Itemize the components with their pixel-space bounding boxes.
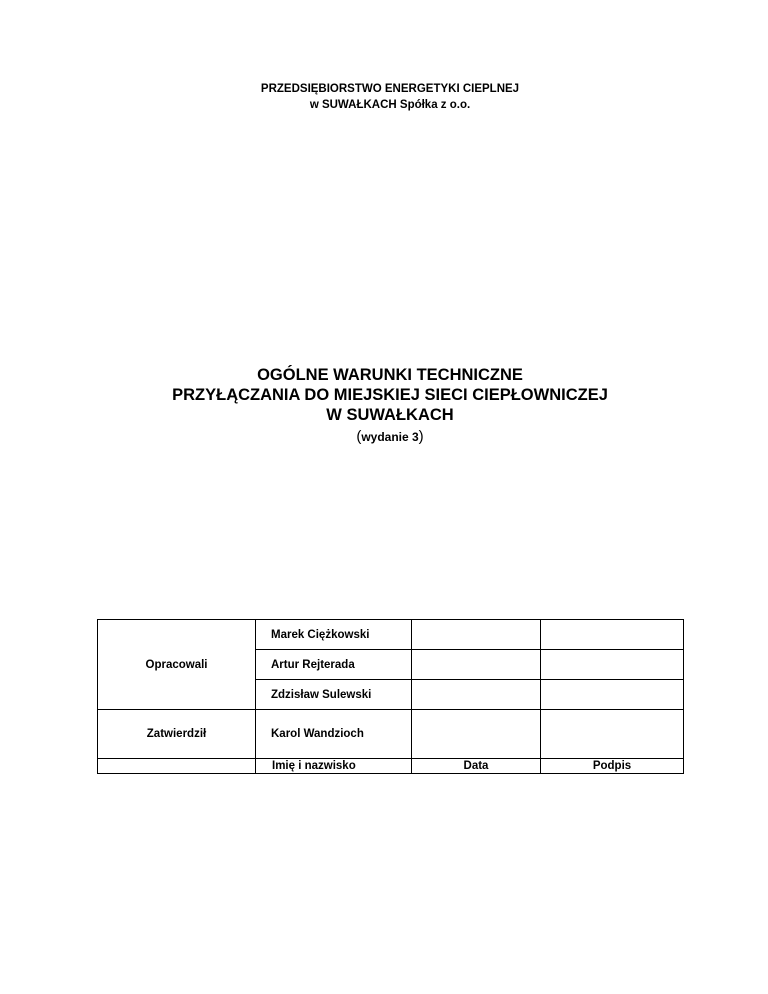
edition-text: wydanie 3 — [361, 430, 419, 444]
preparer-name-1: Marek Ciężkowski — [256, 620, 412, 650]
date-cell — [412, 710, 541, 759]
company-location: w SUWAŁKACH Spółka z o.o. — [309, 99, 471, 111]
signature-cell — [541, 680, 684, 710]
title-line-2: PRZYŁĄCZANIA DO MIEJSKIEJ SIECI CIEPŁOWNICZEJ — [172, 386, 608, 404]
approval-table — [97, 619, 684, 774]
table-row — [98, 710, 684, 759]
date-cell — [412, 620, 541, 650]
company-name: PRZEDSIĘBIORSTWO ENERGETYKI CIEPLNEJ — [260, 83, 520, 95]
date-cell — [412, 680, 541, 710]
column-name-header: Imię i nazwisko — [256, 759, 412, 774]
column-date-header: Data — [412, 759, 541, 774]
signature-cell — [541, 710, 684, 759]
date-cell — [412, 650, 541, 680]
edition-label: (wydanie 3) — [356, 428, 424, 445]
table-row — [98, 620, 684, 650]
company-header — [0, 81, 768, 113]
title-line-3: W SUWAŁKACH — [326, 406, 454, 424]
prepared-by-label: Opracowali — [98, 620, 256, 710]
column-signature-header: Podpis — [541, 759, 684, 774]
table-footer-row — [98, 759, 684, 774]
document-title — [0, 365, 768, 425]
preparer-name-3: Zdzisław Sulewski — [256, 680, 412, 710]
approver-name: Karol Wandzioch — [256, 710, 412, 759]
approved-by-label: Zatwierdził — [98, 710, 256, 759]
signature-cell — [541, 650, 684, 680]
signature-cell — [541, 620, 684, 650]
empty-footer-cell — [98, 759, 256, 774]
title-line-1: OGÓLNE WARUNKI TECHNICZNE — [257, 366, 523, 384]
preparer-name-2: Artur Rejterada — [256, 650, 412, 680]
